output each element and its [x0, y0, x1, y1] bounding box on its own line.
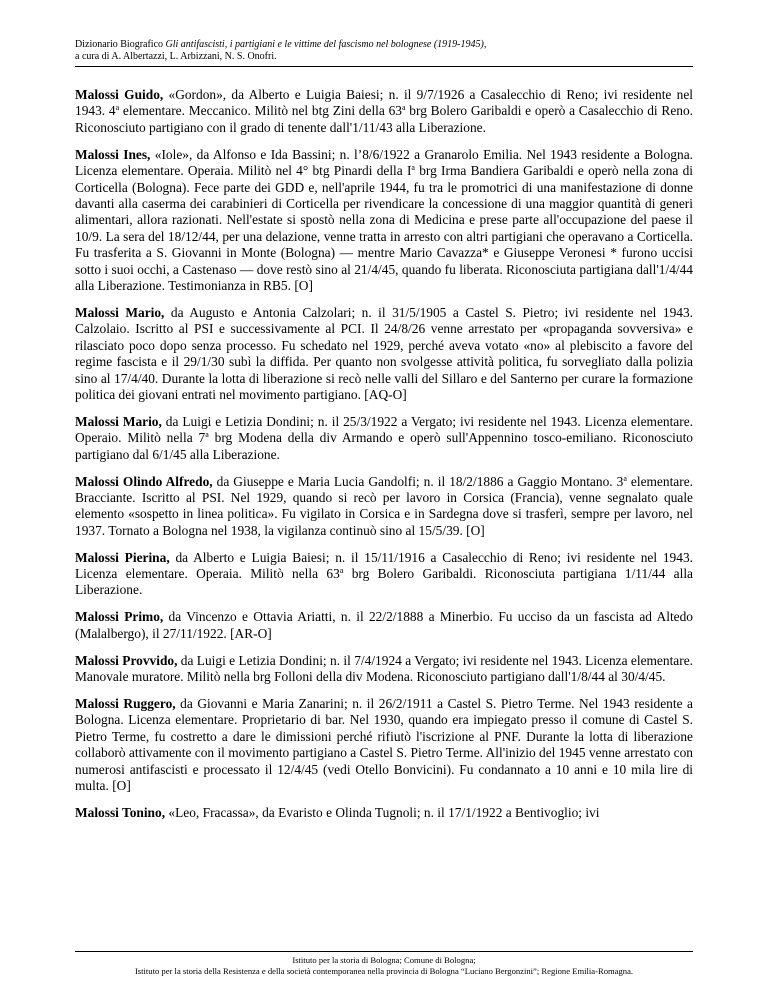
entry-name: Malossi Pierina, — [75, 549, 170, 565]
entry-name: Malossi Ruggero, — [75, 696, 176, 711]
header-book-title: Gli antifascisti, i partigiani e le vittime del fascismo nel bolognese (1919-1945) — [165, 39, 484, 50]
footer-divider — [75, 951, 693, 952]
entry-name: Malossi Mario, — [75, 304, 165, 320]
entry-name: Malossi Tonino, — [75, 804, 166, 820]
entry-malossi-mario-1922: Malossi Mario, da Luigi e Letizia Dondini; n. il 25/3/1922 a Vergato; ivi residente nel 1943. Licenza elementare. Operaio. Militò nella 7$^a$ brg Modena della div Armando e operò sull'Appennino tosco-emiliano. Riconosciuto partigiano dal 6/1/45 alla Liberazione. — [75, 413, 694, 462]
footer-line-2: Istituto per la storia della Resistenza e della società contemporanea nella provincia di Bologna “Luciano Bergonzini”; Regione Emilia-Romagna. — [134, 966, 634, 976]
entry-malossi-olindo-alfredo: Malossi Olindo Alfredo, da Giuseppe e Maria Lucia Gandolfi; n. il 18/2/1886 a Gaggio Montano. 3$^a$ elementare. Bracciante. Iscritto al PSI. Nel 1929, quando si recò per lavoro in Corsica (Francia), venne segnalato quale elemento «sospetto in linea politica». Fu vigilato in Corsica e in Sardegna dove si trasferì, sempre per lavoro, nel 1937. Tornato a Bologna nel 1938, la vigilanza continuò sino al 15/5/39. [O] — [75, 473, 693, 538]
entry-malossi-tonino: Malossi Tonino, «Leo, Fracassa», da Evaristo e Olinda Tugnoli; n. il 17/1/1922 a Bentivoglio; ivi — [75, 804, 600, 820]
dictionary-entries — [75, 87, 693, 832]
entry-malossi-ruggero: Malossi Ruggero, da Giovanni e Maria Zanarini; n. il 26/2/1911 a Castel S. Pietro Terme. Nel 1943 residente a Bologna. Licenza elementare. Proprietario di bar. Nel 1930, quando era impiegato presso il comune di Castel S. Pietro Terme, fu costretto a dare le dimissioni perché rifiutò l'iscrizione al PNF. Durante la lotta di liberazione collaborò attivamente con il movimento partigiano a Castel S. Pietro Terme. All'inizio del 1945 venne arrestato con numerosi antifascisti e processato il 12/4/45 (vedi Otello Bonvicini). Fu condannato a 10 anni e 10 mila lire di multa. [O] — [75, 696, 694, 794]
entry-malossi-mario-1905: Malossi Mario, da Augusto e Antonia Calzolari; n. il 31/5/1905 a Castel S. Pietro; ivi residente nel 1943. Calzolaio. Iscritto al PSI e successivamente al PCI. Il 24/8/26 venne arrestato per «propaganda sovversiva» e rilasciato poco dopo senza processo. Fu schedato nel 1929, perché aveva votato «no» al plebiscito a favore del regime fascista e il 29/1/30 subì la diffida. Per quanto non svolgesse attività politica, fu sorvegliato dalla polizia sino al 17/4/40. Durante la lotta di liberazione si recò nelle valli del Sillaro e del Santerno per curare la formazione politica dei giovani entrati nel movimento partigiano. [AQ-O] — [75, 304, 693, 402]
entry-name: Malossi Ines, — [75, 146, 151, 162]
header-line-1 — [75, 39, 695, 51]
entry-name: Malossi Guido, — [75, 87, 164, 102]
entry-malossi-guido: Malossi Guido, «Gordon», da Alberto e Luigia Baiesi; n. il 9/7/1926 a Casalecchio di Reno; ivi residente nel 1943. 4$^a$ elementare. Meccanico. Militò nel btg Zini della 63$^a$ brg Bolero Garibaldi e operò a Casalecchio di Reno. Riconosciuto partigiano con il grado di tenente dall'1/11/43 alla Liberazione. — [75, 87, 694, 135]
entry-malossi-provvido: Malossi Provvido, da Luigi e Letizia Dondini; n. il 7/4/1924 a Vergato; ivi residente nel 1943. Licenza elementare. Manovale muratore. Militò nella brg Folloni della div Modena. Riconosciuto partigiano dall'1/8/44 al 30/4/45. — [75, 652, 693, 685]
header-divider — [75, 66, 693, 67]
header-line-2: a cura di A. Albertazzi, L. Arbizzani, N. S. Onofri. — [75, 51, 277, 62]
entry-malossi-ines: Malossi Ines, «Iole», da Alfonso e Ida Bassini; n. l’8/6/1922 a Granarolo Emilia. Nel 1943 residente a Bologna. Licenza elementare. Operaia. Militò nel 4° btg Pinardi della $I^a$ brg Irma Bandiera Garibaldi e operò nella zona di Corticella (Bologna). Fece parte dei GDD e, nell'aprile 1944, fu tra le promotrici di una manifestazione di donne davanti alla caserma dei carabinieri di Corticella per rivendicare la concessione di una maggior quantità di generi alimentari, allora razionati. Nell'estate si spostò nella zona di Medicina e prese parte all'occupazione del paese il 10/9. La sera del 18/12/44, per una delazione, venne tratta in arresto con altri partigiani che operavano a Corticella. Fu trasferita a S. Giovanni in Monte (Bologna) — mentre Mario Cavazza* e Giuseppe Veronesi * furono uccisi sotto i suoi occhi, a Castenaso — dove restò sino al 21/4/45, quando fu liberata. Riconosciuta partigiana dall'1/4/44 alla Liberazione. Testimonianza in RB5. [O] — [75, 146, 693, 293]
entry-name: Malossi Provvido, — [75, 652, 178, 668]
entry-name: Malossi Mario, — [75, 413, 162, 429]
entry-malossi-primo: Malossi Primo, da Vincenzo e Ottavia Ariatti, n. il 22/2/1888 a Minerbio. Fu ucciso da un fascista ad Altedo (Malalbergo), il 27/11/1922. [AR-O] — [75, 609, 694, 641]
entry-malossi-pierina: Malossi Pierina, da Alberto e Luigia Baiesi; n. il 15/11/1916 a Casalecchio di Reno; ivi residente nel 1943. Licenza elementare. Operaia. Militò nella 63$^a$ brg Bolero Garibaldi. Riconosciuta partigiana 1/11/44 alla Liberazione. — [75, 549, 693, 598]
footer-line-1: Istituto per la storia di Bologna; Comune di Bologna; — [292, 955, 476, 965]
entry-name: Malossi Olindo Alfredo, — [75, 473, 213, 489]
entry-name: Malossi Primo, — [75, 609, 164, 625]
page-header — [75, 39, 695, 63]
header-prefix: Dizionario Biografico — [75, 39, 166, 50]
page-footer — [0, 955, 768, 977]
header-suffix: , — [483, 39, 487, 50]
